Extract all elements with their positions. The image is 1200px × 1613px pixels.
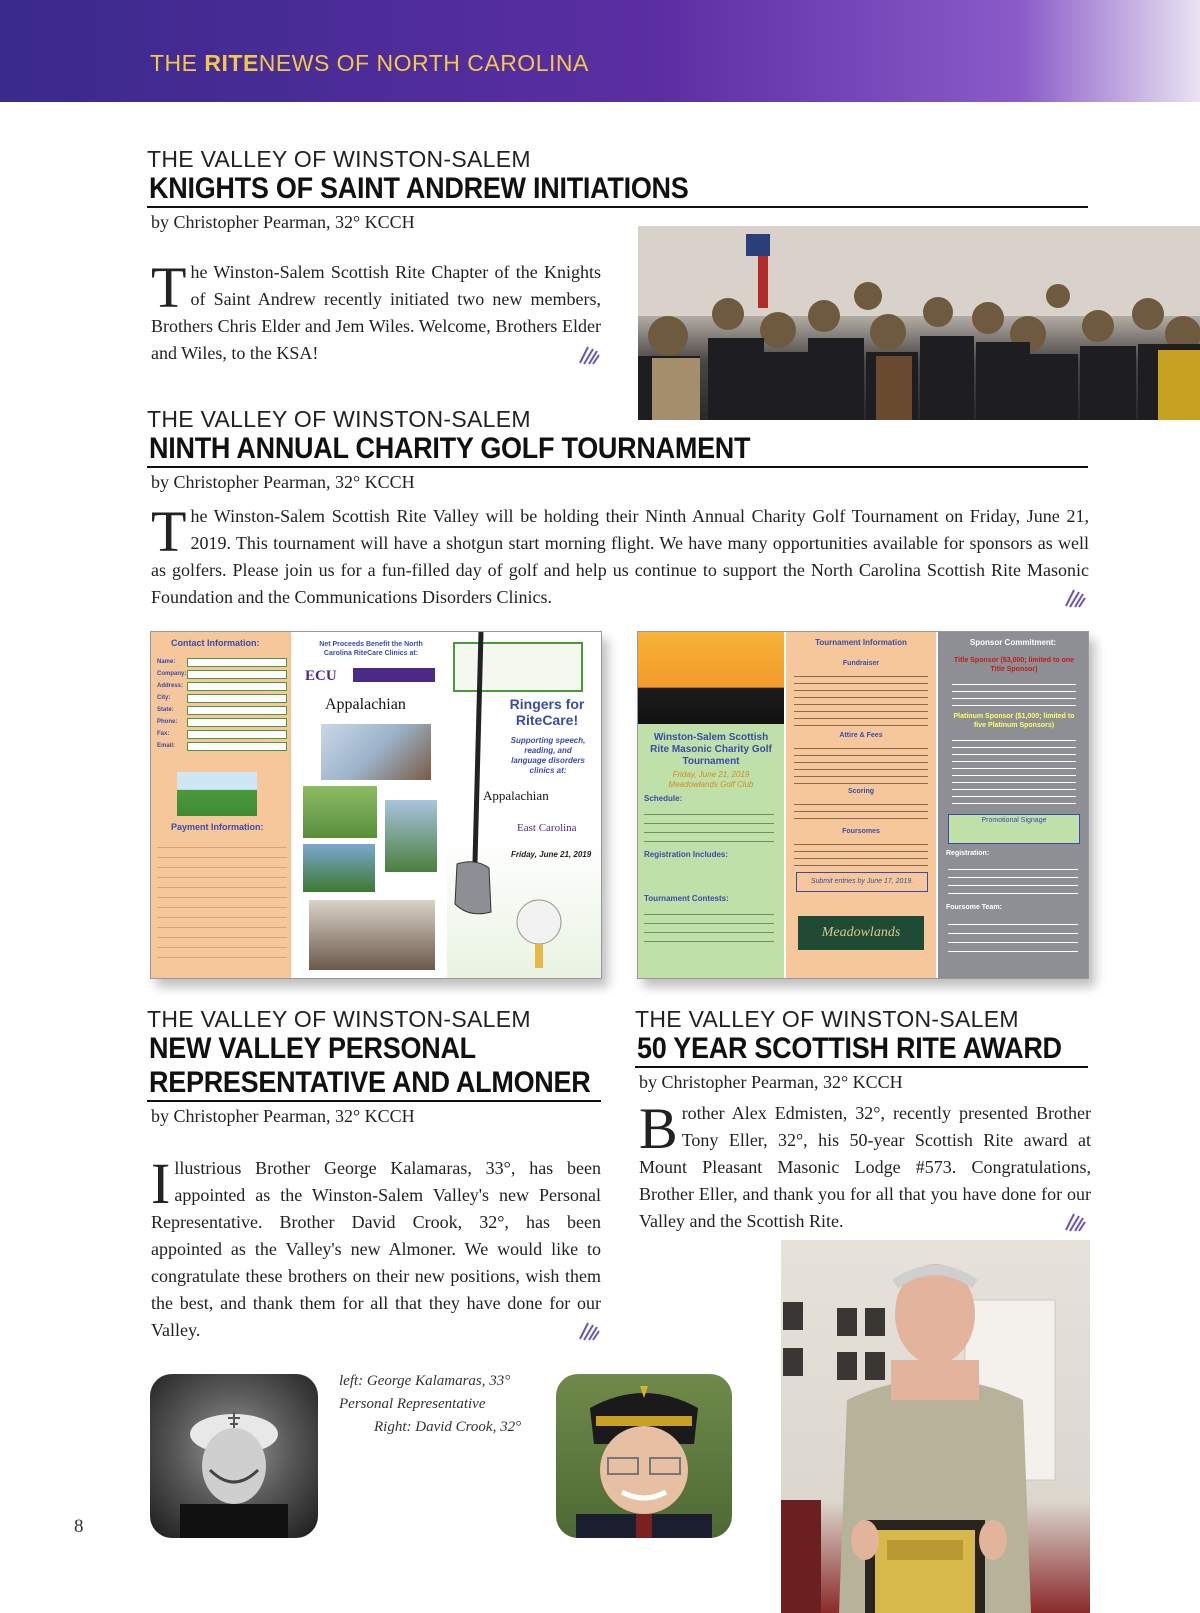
flyer-contact-field-label: State: xyxy=(157,707,174,713)
masthead-banner xyxy=(0,0,1200,102)
flyer-contact-field xyxy=(157,716,287,728)
flyer-net-proceeds: Net Proceeds Benefit the North Carolina RiteCare Clinics at: xyxy=(319,641,423,657)
flyer-reg-lines xyxy=(948,862,1078,896)
publication-title: THE RITENEWS OF NORTH CAROLINA xyxy=(150,50,589,76)
flyer-contact-fields xyxy=(157,656,287,752)
flyer-contact-field xyxy=(157,728,287,740)
flyer-contact-field xyxy=(157,668,287,680)
portrait-caption-line2: Personal Representative xyxy=(339,1396,486,1412)
article4-kicker: THE VALLEY OF WINSTON-SALEM xyxy=(635,1006,1019,1032)
flyer-contact-field xyxy=(157,740,287,752)
flyer-appalachian-logo: Appalachian xyxy=(325,696,406,713)
flyer-event-title: Winston-Salem Scottish Rite Masonic Charity Golf Tournament xyxy=(650,732,772,767)
ksa-group-photo xyxy=(638,226,1200,420)
flyer-schedule-lines xyxy=(644,806,774,846)
flyer-middle-panel xyxy=(293,632,445,978)
flyer-contact-field-box xyxy=(187,694,287,703)
article4-end-mark xyxy=(1064,1212,1086,1232)
flyer-contact-field-box xyxy=(187,682,287,691)
flyer-contact-field-label: Company: xyxy=(157,671,187,677)
flyer-team-lines xyxy=(948,916,1078,952)
flyer-contact-field-box xyxy=(187,730,287,739)
flyer-registration-label: Registration Includes: xyxy=(644,850,729,859)
kalamaras-illustration xyxy=(150,1374,318,1538)
flyer-contact-field-label: Phone: xyxy=(157,719,178,725)
article1-end-mark xyxy=(578,345,600,365)
flyer-r-middle-panel xyxy=(786,632,936,978)
flyer-contests-label: Tournament Contests: xyxy=(644,894,729,903)
flyer-ringers-title: Ringers for RiteCare! xyxy=(509,696,585,728)
flyer-schedule-label: Schedule: xyxy=(644,794,683,803)
flyer-event-date: Friday, June 21, 2019 xyxy=(672,770,750,779)
flyer-contests-lines xyxy=(644,906,774,946)
flyer-photo-1 xyxy=(321,724,431,780)
flyer-sunset-image xyxy=(638,632,784,724)
article2-byline: by Christopher Pearman, 32° KCCH xyxy=(151,472,415,492)
flyer-title-sponsor: Title Sponsor ($3,000; limited to one Title Sponsor) xyxy=(953,657,1075,673)
flyer-scoring-text xyxy=(794,798,928,824)
article3-dropcap: I xyxy=(151,1151,171,1216)
article3-kicker: THE VALLEY OF WINSTON-SALEM xyxy=(147,1006,531,1032)
kalamaras-portrait xyxy=(150,1374,318,1538)
flyer-right-panel xyxy=(447,632,601,978)
flyer-team-label: Foursome Team: xyxy=(946,904,1002,911)
article1-byline: by Christopher Pearman, 32° KCCH xyxy=(151,212,415,232)
flyer-contact-field xyxy=(157,692,287,704)
flyer-golf-image xyxy=(177,772,257,816)
flyer-contact-field-label: Email: xyxy=(157,743,176,749)
flyer-tournament-info: Tournament Information xyxy=(815,638,907,647)
article2-body: The Winston-Salem Scottish Rite Valley will be holding their Ninth Annual Charity Golf Tournament on Friday, June 21, 2019. This tournament will have a shotgun start morning flight. We have many opportunities available for sponsors as well as golfers. Please join us for a fun-filled day of golf and help us continue to support the North Carolina Scottish Rite Masonic Foundation and the Communications Disorders Clinics. xyxy=(151,499,1089,607)
article3-rule xyxy=(147,1100,601,1102)
flyer-contact-field-box xyxy=(187,670,287,679)
flyer-reg-label: Registration: xyxy=(946,850,990,857)
flyer-contact-field-box xyxy=(187,658,287,667)
flyer-photo-2 xyxy=(303,786,377,838)
golf-club-icon xyxy=(447,632,601,978)
flyer-contact-field xyxy=(157,656,287,668)
article4-body: Brother Alex Edmisten, 32°, recently presented Brother Tony Eller, 32°, his 50-year Scottish Rite award at Mount Pleasant Masonic Lodge #573. Congratulations, Brother Eller, and thank you for all that you have done for our Valley and the Scottish Rite. xyxy=(639,1096,1091,1231)
article1-dropcap: T xyxy=(151,255,187,320)
flyer-contact-panel xyxy=(151,632,291,978)
article3-end-mark xyxy=(578,1321,600,1341)
flyer-contact-field-label: Fax: xyxy=(157,731,170,737)
flyer-contact-field-label: Address: xyxy=(157,683,184,689)
article4-rule xyxy=(635,1066,1088,1068)
flyer-event-venue: Meadowlands Golf Club xyxy=(668,780,754,789)
article3-byline: by Christopher Pearman, 32° KCCH xyxy=(151,1106,415,1126)
flyer-promo-box xyxy=(948,814,1080,844)
group-photo-illustration xyxy=(638,226,1200,420)
article3-body: Illustrious Brother George Kalamaras, 33°, has been appointed as the Winston-Salem Valley's new Personal Representative. Brother David Crook, 32°, has been appointed as the Valley's new Almoner. We would like to congratulate these brothers on their new positions, wish them the best, and thank them for all that they have done for our Valley. xyxy=(151,1151,601,1340)
page-number: 8 xyxy=(74,1516,84,1537)
flyer-ecu-logo: ECU xyxy=(305,668,337,684)
flyer-photo-4 xyxy=(303,844,375,892)
article2-kicker: THE VALLEY OF WINSTON-SALEM xyxy=(147,406,531,432)
flyer-east-carolina: East Carolina xyxy=(517,822,577,834)
flyer-appalachian2: Appalachian xyxy=(483,788,549,803)
flyer-meadowlands-logo: Meadowlands xyxy=(798,916,924,950)
golf-flyer-left xyxy=(150,631,602,979)
flyer-r-left-panel xyxy=(638,632,784,978)
flyer-contact-field-box xyxy=(187,742,287,751)
article3-headline-line2: REPRESENTATIVE AND ALMONER xyxy=(149,1066,591,1099)
flyer-date: Friday, June 21, 2019 xyxy=(511,850,592,859)
article2-headline: NINTH ANNUAL CHARITY GOLF TOURNAMENT xyxy=(149,432,751,465)
article4-headline: 50 YEAR SCOTTISH RITE AWARD xyxy=(637,1032,1062,1065)
article4-dropcap: B xyxy=(639,1096,678,1161)
flyer-contact-field-box xyxy=(187,706,287,715)
flyer-fundraiser-text xyxy=(794,670,928,726)
flyer-contact-field-label: City: xyxy=(157,695,171,701)
crook-portrait xyxy=(556,1374,732,1538)
article1-kicker: THE VALLEY OF WINSTON-SALEM xyxy=(147,146,531,172)
golf-flyer-right xyxy=(637,631,1089,979)
flyer-contact-title: Contact Information: xyxy=(171,638,260,648)
article4-byline: by Christopher Pearman, 32° KCCH xyxy=(639,1072,903,1092)
flyer-contact-field-box xyxy=(187,718,287,727)
award-photo xyxy=(781,1240,1090,1613)
flyer-contact-field xyxy=(157,704,287,716)
flyer-ecu-banner xyxy=(353,668,435,682)
flyer-attire-text xyxy=(794,742,928,784)
flyer-payment-lines xyxy=(157,838,287,958)
flyer-platinum-lines xyxy=(952,734,1076,804)
article2-end-mark xyxy=(1064,588,1086,608)
flyer-attire: Attire & Fees xyxy=(839,732,883,739)
flyer-supporting-text: Supporting speech, reading, and language disorders clinics at: xyxy=(510,736,586,775)
crook-illustration xyxy=(556,1374,732,1538)
flyer-contact-field xyxy=(157,680,287,692)
flyer-photo-5 xyxy=(309,900,435,970)
article1-rule xyxy=(147,206,1088,208)
flyer-payment-title: Payment Information: xyxy=(171,822,264,832)
flyer-photo-3 xyxy=(385,800,437,872)
article2-dropcap: T xyxy=(151,499,187,564)
flyer-fundraiser: Fundraiser xyxy=(842,660,880,667)
flyer-r-right-panel xyxy=(938,632,1088,978)
article3-headline-line1: NEW VALLEY PERSONAL xyxy=(149,1032,476,1065)
flyer-contact-field-label: Name: xyxy=(157,659,176,665)
flyer-foursomes: Foursomes xyxy=(842,828,880,835)
portrait-caption-line3: Right: David Crook, 32° xyxy=(374,1419,522,1435)
flyer-submit-box: Submit entries by June 17, 2019. xyxy=(796,872,928,892)
flyer-promo-label: Promotional Signage xyxy=(981,817,1047,824)
article1-headline: KNIGHTS OF SAINT ANDREW INITIATIONS xyxy=(149,172,689,205)
portrait-caption-line1: left: George Kalamaras, 33° xyxy=(339,1373,511,1389)
article1-body: The Winston-Salem Scottish Rite Chapter of the Knights of Saint Andrew recently initiated two new members, Brothers Chris Elder and Jem Wiles. Welcome, Brothers Elder and Wiles, to the KSA! xyxy=(151,255,601,363)
flyer-foursomes-text xyxy=(794,838,928,866)
flyer-scoring: Scoring xyxy=(847,788,875,795)
flyer-sponsor-title: Sponsor Commitment: xyxy=(969,638,1057,647)
flyer-platinum: Platinum Sponsor ($1,000; limited to five Platinum Sponsors) xyxy=(953,713,1075,729)
article2-rule xyxy=(147,466,1088,468)
award-photo-illustration xyxy=(781,1240,1090,1613)
flyer-sponsor-lines xyxy=(952,678,1076,706)
